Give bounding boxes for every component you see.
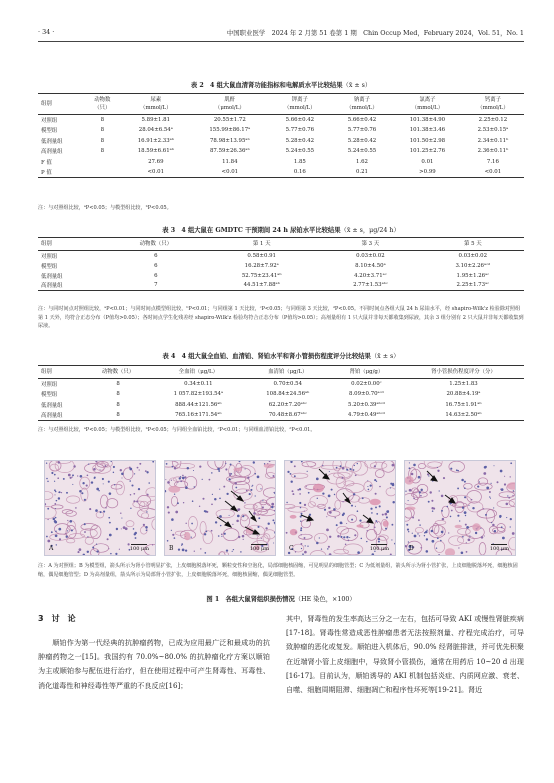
- table-cell: 高剂量组: [41, 149, 63, 156]
- table-cell: 0.03±0.02: [458, 252, 488, 259]
- page-number: · 34 ·: [38, 28, 55, 36]
- body-paragraph: 顺铂作为第一代经典的抗肿瘤药物，已成为应用最广泛和最成功的抗肿瘤药物之一[15]。我国约有 70.0%~80.0% 的抗肿瘤化疗方案以顺铂为主或顺铂参与配伍进行治疗，但在使用过程中可产生肾毒性、耳毒性、消化道毒性和神经毒性等严重的不良反应[16]；: [38, 638, 270, 690]
- table-cell: 8: [100, 148, 104, 155]
- table-row: [38, 125, 524, 136]
- table-cell: 5.28±0.42: [347, 137, 377, 144]
- table-row: [38, 251, 524, 261]
- header-rule: [38, 41, 524, 42]
- table-cell: 5.77±0.76: [347, 127, 377, 134]
- column-header: 组别: [38, 366, 85, 379]
- column-header: 动物数（只）: [85, 366, 151, 379]
- table-cell: 78.98±13.95ᵃᵇ: [210, 137, 250, 144]
- table-cell: [84, 157, 121, 168]
- table-cell: 模型组: [41, 263, 58, 270]
- table-row: [38, 146, 524, 157]
- table-cell: 0.02±0.00ᶜ: [351, 381, 382, 387]
- column-header: 第 1 天: [204, 238, 319, 251]
- table-cell: 8: [116, 401, 120, 408]
- table3-header-row: [38, 238, 524, 251]
- column-header: 第 5 天: [422, 238, 524, 251]
- column-header: 钾离子 （mmol/L）: [269, 94, 331, 115]
- table4-caption: 表 4 4 组大鼠全血铂、血清铂、肾铂水平和肾小管损伤程度评分比较结果（x̄ ± s）: [162, 353, 400, 360]
- table-cell: 对照组: [41, 382, 58, 388]
- table2-header-row: [38, 94, 524, 115]
- table-cell: 2.25±0.12: [478, 117, 508, 123]
- table-cell: 4.79±0.49ᵃᵇᶜᵈ: [330, 410, 403, 421]
- table-row: [38, 261, 524, 271]
- panel-label: D: [409, 545, 414, 552]
- table-cell: P 值: [38, 167, 84, 178]
- micrograph-d: [404, 460, 516, 556]
- table-cell: 2.77±1.53ᵃᵇᶜ: [319, 281, 421, 291]
- column-header: 第 3 天: [319, 238, 421, 251]
- table-cell: 765.16±171.54ᵃᵇ: [151, 410, 246, 421]
- table-cell: 108.84±24.56ᵃᵇ: [266, 391, 310, 398]
- running-header: [38, 28, 524, 40]
- micrograph-b: [164, 460, 276, 556]
- table-cell: 低剂量组: [41, 273, 63, 280]
- table-cell: 1.25±1.83: [449, 381, 478, 387]
- table-cell: 0.70±0.54: [273, 381, 303, 387]
- section-heading: 3 讨 论: [38, 614, 76, 623]
- table3-caption: 表 3 4 组大鼠在 GMDTC 干预期间 24 h 尿铂水平比较结果（x̄ ± s，μg/24 h）: [162, 227, 400, 234]
- table-cell: 0.01: [421, 158, 434, 165]
- table3: [38, 237, 524, 291]
- table-cell: 28.04±6.54ᵃ: [138, 127, 173, 134]
- table-cell: 对照组: [41, 118, 58, 124]
- body-left-column: [38, 612, 270, 693]
- table-cell: 1.95±1.26ᵃᶜ: [456, 272, 490, 279]
- table-cell: 888.44±121.56ᵃᵇ: [175, 401, 222, 408]
- table-cell: 2.34±0.11ᵇ: [477, 137, 509, 144]
- table-cell: 6: [154, 252, 158, 259]
- table-cell: 6: [154, 272, 158, 279]
- table-cell: 5.89±1.81: [141, 117, 171, 123]
- column-header: 钙离子 （mmol/L）: [462, 94, 524, 115]
- table-row: [38, 400, 524, 411]
- table-cell: 1.62: [355, 158, 368, 165]
- table2-caption: 表 2 4 组大鼠血清肾功能指标和电解质水平比较结果（x̄ ± s）: [190, 82, 372, 89]
- body-right-column: [286, 612, 524, 697]
- table-cell: 低剂量组: [41, 402, 63, 409]
- column-header: 氯离子 （mmol/L）: [393, 94, 462, 115]
- table-cell: 8: [100, 127, 104, 134]
- arrow-icon: [285, 461, 396, 556]
- table-row: [38, 271, 524, 281]
- column-header: 组别: [38, 238, 108, 251]
- table-cell: >0.99: [393, 167, 462, 178]
- table-cell: 16.75±1.91ᵃᵇ: [445, 401, 482, 408]
- table-row: [38, 410, 524, 421]
- panel-label: B: [169, 545, 174, 552]
- table-cell: 0.21: [331, 167, 393, 178]
- table-cell: 2.53±0.15ᵃ: [477, 127, 509, 134]
- table-cell: 87.59±26.36ᵃᵇ: [210, 148, 250, 155]
- arrow-icon: [165, 461, 276, 556]
- micrograph-c: [284, 460, 396, 556]
- panel-label: A: [49, 545, 54, 552]
- table2: [38, 93, 524, 178]
- table-cell: 14.63±2.50ᵃᵇ: [403, 410, 524, 421]
- table-cell: <0.01: [121, 167, 191, 178]
- table4-note: 注：与对照组比较，ᵃP<0.05；与模型组比较，ᵇP<0.05；与同组全血铂比较，ᶜP<0.01；与同组血清铂比较，ᵈP<0.01。: [38, 427, 316, 433]
- table-cell: 7.16: [486, 158, 499, 165]
- table-cell: 155.99±86.17ᵃ: [209, 127, 251, 134]
- table-cell: <0.01: [191, 167, 269, 178]
- table-cell: 11.84: [222, 158, 238, 165]
- table-cell: 8: [100, 117, 104, 123]
- table-cell: 低剂量组: [41, 138, 63, 145]
- table-cell: 0.03±0.02: [356, 252, 385, 259]
- table-cell: 1 057.82±193.54ᵃ: [173, 391, 224, 398]
- arrow-icon: [405, 461, 516, 556]
- figure1-caption: 图 1 各组大鼠肾组织损伤情况（HE 染色，×100）: [206, 596, 356, 603]
- table-cell: 101.25±2.76: [409, 148, 446, 155]
- table-cell: 高剂量组: [38, 410, 85, 421]
- table-cell: 8.09±0.70ᵃᶜᵈ: [349, 391, 384, 398]
- table-cell: 2.36±0.11ᵇ: [477, 148, 509, 155]
- table-cell: 5.66±0.42: [285, 117, 315, 123]
- column-header: 动物数（只）: [108, 238, 205, 251]
- table-cell: 52.75±23.41ᵃᵇ: [241, 272, 282, 279]
- table4-header-row: [38, 366, 524, 379]
- table-row: [38, 115, 524, 126]
- table-cell: 16.28±7.92ᵃ: [244, 262, 279, 269]
- column-header: 钠离子 （mmol/L）: [331, 94, 393, 115]
- table-cell: 4.20±3.71ᵃᶜ: [354, 272, 387, 279]
- table-cell: F 值: [41, 159, 52, 166]
- column-header: 肾铂（μg/g）: [330, 366, 403, 379]
- table-cell: [84, 167, 121, 178]
- table-cell: 5.77±0.76: [285, 127, 315, 134]
- table-row: [38, 136, 524, 147]
- table-cell: 0.34±0.11: [184, 381, 213, 387]
- table-cell: 8: [85, 410, 151, 421]
- journal-info: 中国职业医学 2024 年 2 月第 51 卷第 1 期 Chin Occup Med，February 2024，Vol. 51，No. 1: [226, 29, 524, 37]
- table-cell: 16.91±2.33ᵃᵇ: [137, 137, 174, 144]
- table2-note: 注：与对照组比较，ᵃP<0.05；与模型组比较，ᵇP<0.05。: [38, 205, 172, 211]
- table-row: [38, 281, 524, 291]
- table-cell: 1.85: [293, 158, 306, 165]
- table-cell: 20.55±1.72: [213, 117, 246, 123]
- scale-bar: 100 μm: [130, 544, 149, 552]
- table-cell: <0.01: [462, 167, 524, 178]
- table-cell: 44.51±7.88ᵃᵇ: [204, 281, 319, 291]
- table-cell: 0.16: [269, 167, 331, 178]
- figure1-panels: [44, 460, 524, 556]
- table-cell: 5.24±0.55: [285, 148, 315, 155]
- table-row: [38, 389, 524, 400]
- table-cell: 62.20±7.20ᵃᵇᶜ: [268, 401, 307, 408]
- table-cell: 3.10±2.26ᵃᶜᵈ: [455, 262, 491, 269]
- scale-bar: 100 μm: [370, 544, 389, 552]
- table-cell: 8: [116, 381, 120, 387]
- table-cell: 8: [116, 391, 120, 398]
- table-row: [38, 167, 524, 178]
- table-cell: 101.38±4.90: [409, 117, 446, 123]
- column-header: 尿素 （mmol/L）: [121, 94, 191, 115]
- table-row: [38, 157, 524, 168]
- column-header: 动物数 （只）: [84, 94, 121, 115]
- column-header: 组别: [38, 94, 84, 115]
- table-cell: 8.10±4.50ᵃ: [355, 262, 386, 269]
- table-cell: 27.69: [148, 158, 164, 165]
- column-header: 血清铂（μg/L）: [246, 366, 330, 379]
- scale-bar: 100 μm: [250, 544, 269, 552]
- table-cell: 7: [108, 281, 205, 291]
- table-cell: 5.66±0.42: [347, 117, 377, 123]
- table-cell: 5.28±0.42: [285, 137, 315, 144]
- table4-body: [38, 379, 524, 421]
- table4: [38, 365, 524, 421]
- table-cell: 5.24±0.55: [347, 148, 377, 155]
- table-cell: 5.20±0.39ᵃᵇᶜᵈ: [347, 401, 385, 408]
- table-cell: 101.38±3.46: [409, 127, 446, 134]
- table-cell: 模型组: [41, 392, 58, 399]
- column-header: 全血铂（μg/L）: [151, 366, 246, 379]
- panel-label: C: [289, 545, 294, 552]
- table-cell: 18.59±6.61ᵃᵇ: [137, 148, 174, 155]
- tissue-texture: [45, 461, 156, 556]
- table-cell: 70.48±8.67ᵃᵇᶜ: [246, 410, 330, 421]
- body-paragraph: 其中，肾毒性的发生率高达三分之一左右，包括可导致 AKI 或慢性肾脏疾病[17-18]。肾毒性常造成恶性肿瘤患者无法按照剂量、疗程完成治疗，可导致肿瘤的恶化或复发。顺铂进入机体后，90.0% 经肾脏排泄，并可优先积聚在近端肾小管上皮细胞中，导致肾小管损伤，通常在用药后 10~20 d 出现[16-17]。目前认为，顺铂诱导的 AKI 机制包括炎症、内质网应激、衰老、自噬、细胞周期阻滞、细胞凋亡和程序性坏死等[19-21]。肾近: [286, 614, 524, 695]
- table-cell: 8: [100, 137, 104, 144]
- column-header: 肾小管损伤程度评分（分）: [403, 366, 524, 379]
- table3-note: 注：与同时间点对照组比较，ᵃP<0.01；与同时间点模型组比较，ᵇP<0.01；与同组第 1 天比较，ᶜP<0.05；与同组第 3 天比较，ᵈP<0.05。不同时间点各组大鼠 24 h 尿铂水平，经 shapiro-Wilk'z 检验除对照组第 1 天外，均符合正态分布（P值均>0.05）；各时间点学生化残差经 shapiro-Wilk'z 检验均符合正态分布（P值均>0.05）；高剂量组有 1 只大鼠并非每天都收集到尿液，其余 3 组分别有 2 只大鼠并非每天都收集到尿液。: [38, 306, 524, 330]
- table-cell: 2.25±1.73ᵃᶜ: [422, 281, 524, 291]
- table2-body: [38, 115, 524, 178]
- table-cell: 20.88±4.19ᵃ: [446, 391, 481, 398]
- table-cell: 高剂量组: [38, 281, 108, 291]
- figure1-note: 注：A 为对照组；B 为模型组，箭头所示为肾小管明显扩张，上皮细胞脱落坏死，颗粒变性和空泡化，局部细胞核固缩，可见明显的细胞管型；C 为低剂量组，箭头所示为肾小管扩张，上皮细胞脱落坏死，细胞核固缩，偶见细胞管型；D 为高剂量组，箭头所示为局部肾小管扩张，上皮细胞脱落坏死，细胞核固缩，偶见细胞管型。: [38, 563, 518, 578]
- table-cell: 6: [154, 262, 158, 269]
- table-cell: 对照组: [41, 253, 58, 260]
- scale-bar: 100 μm: [490, 544, 509, 552]
- table-cell: 101.50±2.98: [409, 137, 446, 144]
- table-row: [38, 379, 524, 390]
- table3-body: [38, 251, 524, 291]
- table-cell: 模型组: [41, 128, 58, 135]
- micrograph-a: [44, 460, 156, 556]
- column-header: 肌酐 （μmol/L）: [191, 94, 269, 115]
- table-cell: 0.58±0.91: [247, 252, 276, 259]
